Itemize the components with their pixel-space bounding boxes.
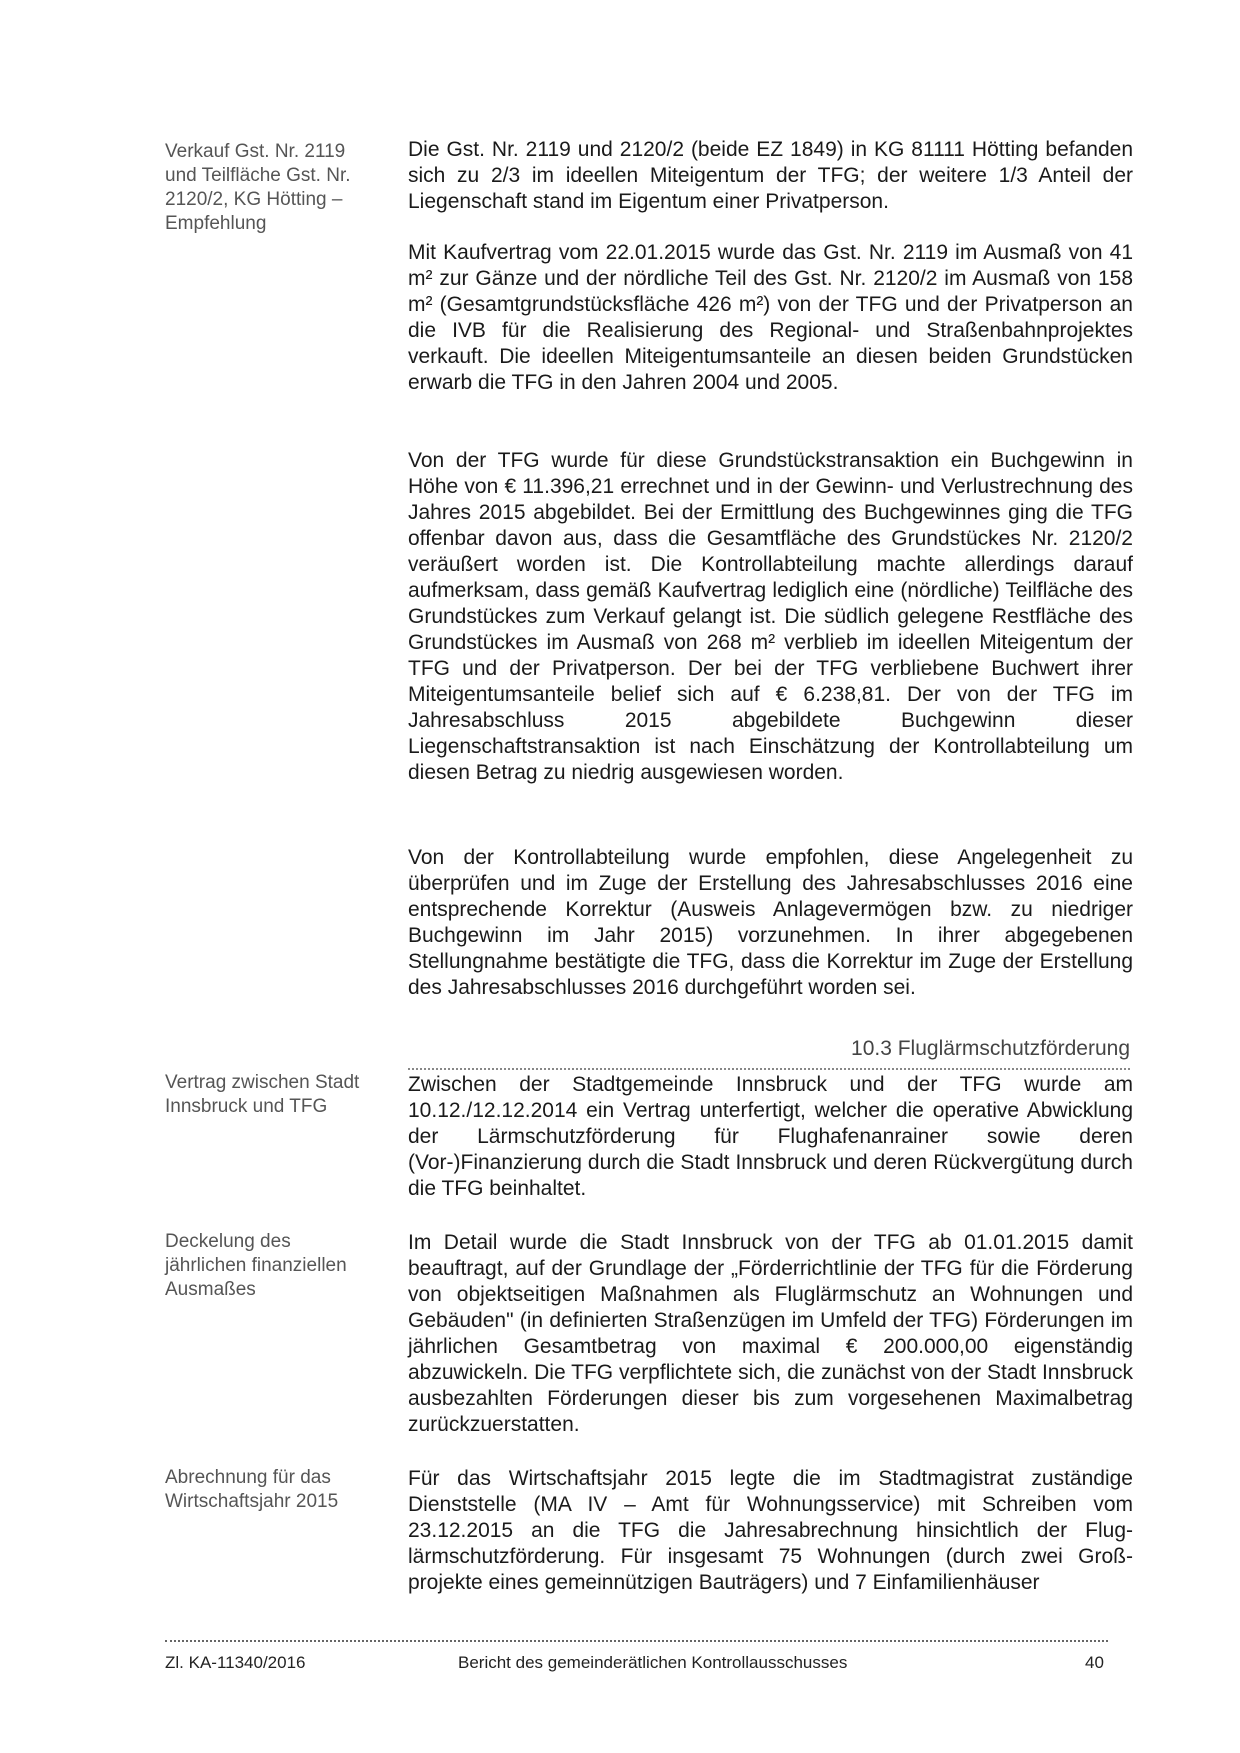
paragraph-abrechnung: Für das Wirtschaftsjahr 2015 legte die im Stadtmagistrat zuständige Dienststelle (MA IV – Amt für Wohnungsservice) mit Schreiben vom 23.12.2015 an die TFG die Jahresabrechnung hinsichtlich der Fluglärmschutzförderung. Für insgesamt 75 Wohnungen (durch zwei Großprojekte eines gemeinnützigen Bauträgers) und 7 Einfamilienhäuser [408,1467,1133,1594]
section-heading-title: 10.3 Fluglärmschutzförderung [851,1037,1130,1060]
footer-page-number: 40 [1085,1653,1104,1672]
paragraph-eigentum: Die Gst. Nr. 2119 und 2120/2 (beide EZ 1849) in KG 81111 Hötting befanden sich zu 2/3 im ideellen Miteigentum der TFG; der weitere 1/3 Anteil der Liegenschaft stand im Eigentum einer Privatperson. [408,138,1133,213]
paragraph-kaufvertrag: Mit Kaufvertrag vom 22.01.2015 wurde das Gst. Nr. 2119 im Ausmaß von 41 m² zur Gänze und der nördliche Teil des Gst. Nr. 2120/2 im Ausmaß von 158 m² (Gesamtgrundstücksfläche 426 m²) von der TFG und der Privatperson an die IVB für die Realisierung des Regional- und Straßenbahnprojektes verkauft. Die ideellen Miteigentumsanteile an diesen beiden Grundstücken erwarb die TFG in den Jahren 2004 und 2005. [408,241,1133,394]
footer-reference: Zl. KA-11340/2016 [165,1653,306,1672]
footer-divider [165,1640,1108,1642]
section-heading [408,1028,1130,1070]
margin-note-abrechnung: Abrechnung für das Wirtschaftsjahr 2015 [165,1467,339,1512]
paragraph-buchgewinn: Von der TFG wurde für diese Grundstückstransaktion ein Buchgewinn in Höhe von € 11.396,21 errechnet und in der Gewinn- und Verlustrechnung des Jahres 2015 abgebildet. Bei der Ermittlung des Buchgewinnes ging die TFG offenbar davon aus, dass die Gesamtfläche des Grundstückes Nr. 2120/2 veräußert worden ist. Die Kontrollabteilung machte allerdings darauf aufmerksam, dass gemäß Kaufvertrag lediglich eine (nördliche) Teilfläche des Grundstückes zum Verkauf gelangt ist. Die südlich gelegene Restfläche des Grundstückes im Ausmaß von 268 m² verblieb im ideellen Miteigentum der TFG und der Privatperson. Der bei der TFG verbliebene Buchwert ihrer Miteigentumsanteile belief sich auf € 6.238,81. Der von der TFG im Jahresabschluss 2015 abgebildete Buchgewinn dieser Liegenschaftstransaktion ist nach Einschätzung der Kontrollabteilung um diesen Betrag zu niedrig ausgewiesen worden. [408,449,1133,784]
margin-note-vertrag: Vertrag zwischen Stadt Innsbruck und TFG [165,1072,360,1117]
footer-title: Bericht des gemeinderätlichen Kontrollausschusses [458,1653,848,1672]
paragraph-empfehlung: Von der Kontrollabteilung wurde empfohlen, diese Angelegenheit zu überprüfen und im Zuge der Erstellung des Jahresabschlusses 2016 eine entsprechende Korrektur (Ausweis Anlagevermögen bzw. zu niedriger Buchgewinn im Jahr 2015) vorzunehmen. In ihrer abgegebenen Stellungnahme bestätigte die TFG, dass die Korrektur im Zuge der Erstellung des Jahresabschlusses 2016 durchgeführt worden sei. [408,846,1133,999]
margin-note-verkauf: Verkauf Gst. Nr. 2119 und Teilfläche Gst. Nr. 2120/2, KG Hötting – Empfehlung [165,141,351,234]
margin-note-deckelung: Deckelung des jährlichen finanziellen Ausmaßes [165,1231,347,1300]
paragraph-vertrag: Zwischen der Stadtgemeinde Innsbruck und der TFG wurde am 10.12./12.12.2014 ein Vertrag unterfertigt, welcher die operative Abwicklung der Lärmschutzförderung für Flughafenanrainer sowie deren (Vor-)Finanzierung durch die Stadt Innsbruck und deren Rückvergütung durch die TFG beinhaltet. [408,1073,1133,1200]
paragraph-detail: Im Detail wurde die Stadt Innsbruck von der TFG ab 01.01.2015 damit beauftragt, auf der Grundlage der „Förderrichtlinie der TFG für die Förderung von objektseitigen Maßnahmen als Fluglärmschutz an Wohnungen und Gebäuden" (in definierten Straßenzügen im Umfeld der TFG) Förderungen im jährlichen Gesamtbetrag von maximal € 200.000,00 eigenständig abzuwickeln. Die TFG verpflichtete sich, die zunächst von der Stadt Innsbruck ausbezahlten Förderungen dieser bis zum vorgesehenen Maximalbetrag zurückzuerstatten. [408,1231,1133,1436]
